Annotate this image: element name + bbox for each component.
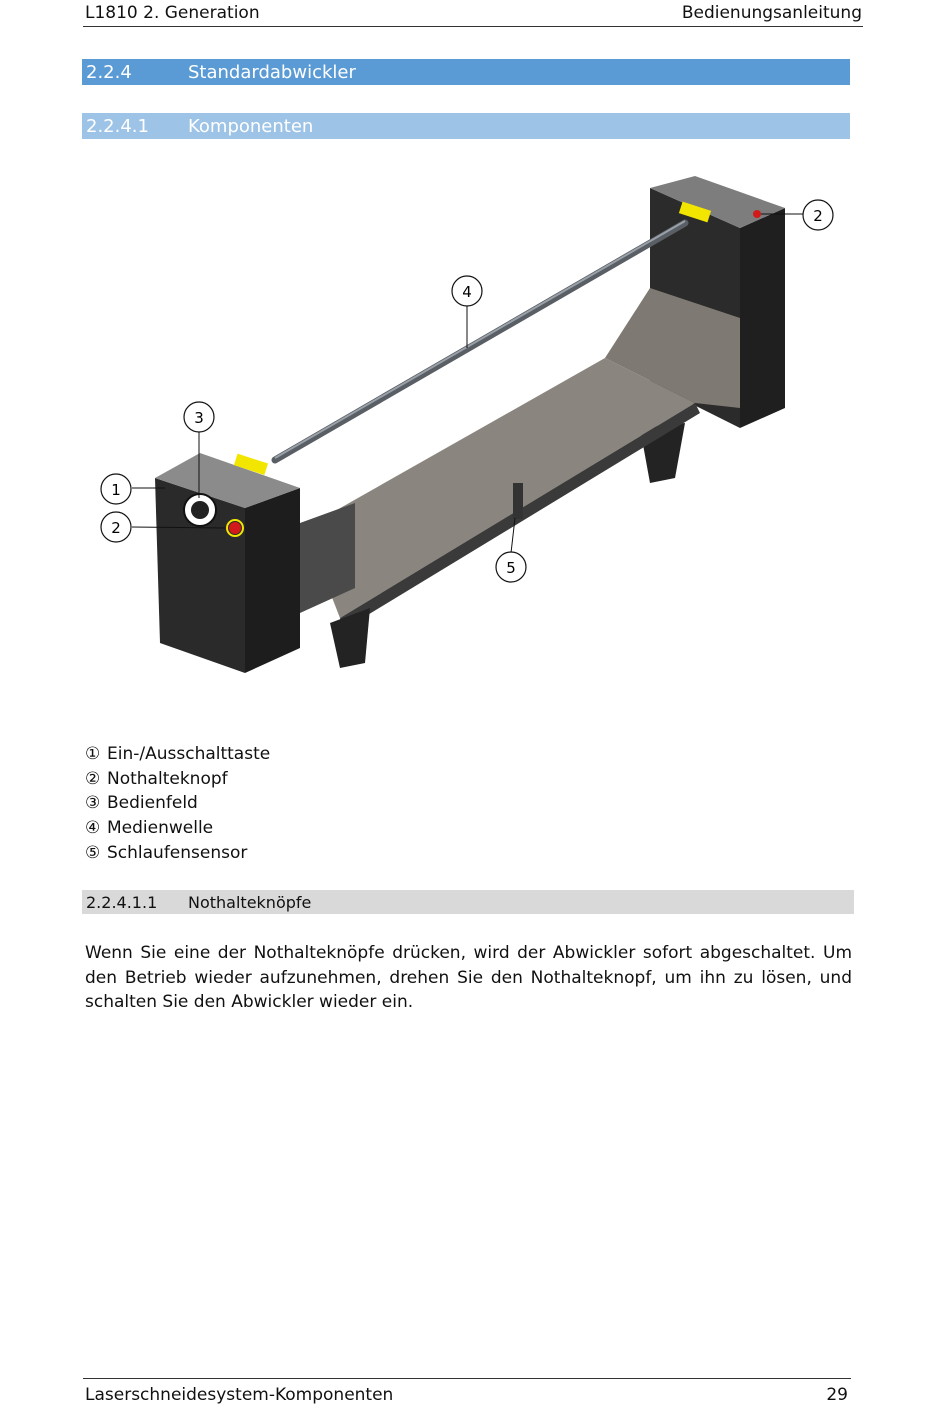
middle-leg <box>330 608 370 668</box>
subsection-heading <box>82 113 850 139</box>
callout-4 <box>452 276 482 306</box>
callout-1 <box>101 474 131 504</box>
header-title: L1810 2. Generation <box>85 3 260 23</box>
right-tower-side <box>740 208 785 428</box>
callout-1-label: 1 <box>111 481 121 499</box>
legend-label: Schlaufensensor <box>107 842 248 863</box>
header-rule <box>83 26 863 27</box>
callout-2-left <box>101 512 131 542</box>
legend-label: Medienwelle <box>107 818 214 839</box>
subsubsection-heading <box>82 890 854 914</box>
legend-mark: ① <box>85 744 101 764</box>
callout-2-right-label: 2 <box>813 207 823 225</box>
callout-4-label: 4 <box>462 283 472 301</box>
page-number: 29 <box>826 1385 848 1405</box>
callout-2-right <box>803 200 833 230</box>
header-doc-type: Bedienungsanleitung <box>681 3 862 23</box>
legend-label: Bedienfeld <box>107 793 198 814</box>
right-emergency-button <box>753 210 761 218</box>
legend-item <box>85 767 270 792</box>
subsection-title: Komponenten <box>188 115 314 137</box>
left-tower-side <box>245 488 300 673</box>
component-legend <box>85 742 270 866</box>
section-number: 2.2.4 <box>86 61 132 83</box>
legend-mark: ③ <box>85 793 101 814</box>
legend-label: Ein-/Ausschalttaste <box>107 744 271 764</box>
control-panel-center <box>191 501 209 519</box>
left-emergency-button <box>229 522 241 534</box>
legend-item <box>85 742 270 767</box>
footer-chapter: Laserschneidesystem-Komponenten <box>85 1385 394 1405</box>
subsubsection-number: 2.2.4.1.1 <box>86 892 158 912</box>
callout-3-label: 3 <box>194 409 204 427</box>
legend-mark: ④ <box>85 818 101 839</box>
subsection-number: 2.2.4.1 <box>86 115 149 137</box>
section-heading <box>82 59 850 85</box>
callout-3 <box>184 402 214 432</box>
legend-label: Nothalteknopf <box>107 768 228 789</box>
callout-5 <box>496 552 526 582</box>
legend-item <box>85 841 270 866</box>
body-paragraph: Wenn Sie eine der Nothalteknöpfe drücken, wird der Abwickler sofort abgeschaltet. Um den Betrieb wieder aufzunehmen, drehen Sie den Nothalteknopf, um ihn zu lösen, und schalten Sie den Abwickler wieder ein. <box>85 943 852 1012</box>
legend-mark: ⑤ <box>85 842 101 863</box>
legend-item <box>85 816 270 841</box>
callout-2-left-label: 2 <box>111 519 121 537</box>
footer-rule <box>83 1378 851 1379</box>
legend-mark: ② <box>85 768 101 789</box>
subsubsection-title: Nothalteknöpfe <box>188 892 312 912</box>
tray-floor <box>305 358 695 618</box>
unwinder-illustration <box>95 168 855 698</box>
section-title: Standardabwickler <box>188 61 356 83</box>
loop-sensor <box>513 483 523 519</box>
callout-5-label: 5 <box>506 559 516 577</box>
legend-item <box>85 791 270 816</box>
